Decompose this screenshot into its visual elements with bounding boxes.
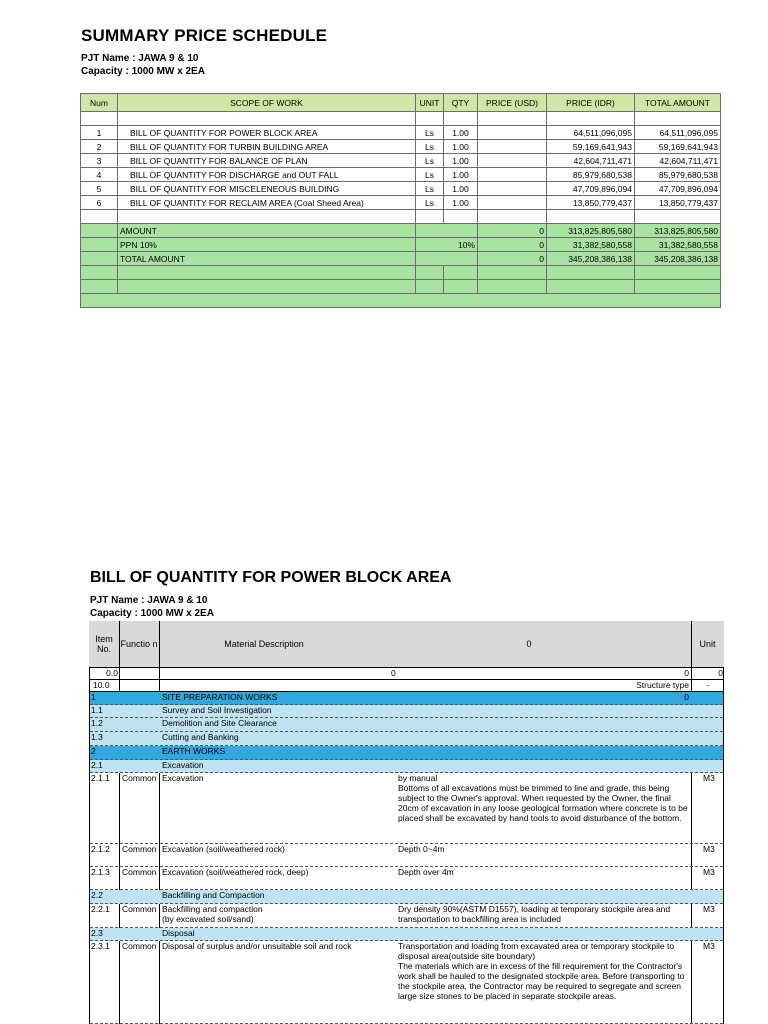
summary-spacer-row bbox=[81, 112, 721, 126]
boq-description: Excavation (soil/weathered rock) bbox=[162, 844, 285, 854]
summary-empty-cell bbox=[81, 238, 118, 252]
summary-cell: 2 bbox=[81, 140, 118, 154]
summary-cell: 85,979,680,538 bbox=[635, 168, 721, 182]
summary-row bbox=[81, 126, 721, 140]
boq-description: Excavation (soil/weathered rock, deep) bbox=[162, 867, 309, 877]
summary-total-row bbox=[81, 224, 721, 238]
boq-extra: 0 bbox=[684, 692, 689, 702]
boq-row bbox=[90, 904, 723, 928]
boq-title: BILL OF QUANTITY FOR POWER BLOCK AREA bbox=[90, 569, 452, 586]
summary-cell: 6 bbox=[81, 196, 118, 210]
boq-function: Common bbox=[122, 867, 157, 877]
summary-cell: BILL OF QUANTITY FOR BALANCE OF PLAN bbox=[118, 154, 416, 168]
summary-header-row bbox=[81, 94, 721, 112]
subheader-value: 0 bbox=[391, 668, 396, 678]
boq-unit: M3 bbox=[703, 867, 715, 877]
summary-table bbox=[80, 93, 721, 308]
summary-cell: 1.00 bbox=[444, 140, 478, 154]
structure-unit: - bbox=[707, 680, 710, 690]
structure-no: 10.0 bbox=[93, 680, 110, 690]
summary-total-cell: 10% bbox=[416, 238, 478, 252]
summary-total-cell: 31,382,580,558 bbox=[547, 238, 635, 252]
col-header-total: TOTAL AMOUNT bbox=[635, 94, 721, 112]
boq-row bbox=[90, 928, 723, 941]
summary-total-cell: 345,208,386,138 bbox=[635, 252, 721, 266]
boq-item-no: 2.1.3 bbox=[91, 867, 110, 877]
summary-cell: Ls bbox=[416, 126, 444, 140]
boq-description: Excavation bbox=[162, 773, 204, 783]
summary-cell: 59,169,641,943 bbox=[547, 140, 635, 154]
summary-total-row bbox=[81, 238, 721, 252]
boq-project-info bbox=[90, 594, 214, 620]
summary-cell: 59,169,641,943 bbox=[635, 140, 721, 154]
boq-item-no: 1.1 bbox=[91, 705, 103, 715]
summary-total-cell: 0 bbox=[478, 224, 547, 238]
summary-pjt-name: PJT Name : JAWA 9 & 10 bbox=[81, 53, 199, 64]
summary-empty-row bbox=[81, 266, 721, 280]
summary-cell: 47,709,896,094 bbox=[635, 182, 721, 196]
summary-cell: 1.00 bbox=[444, 182, 478, 196]
summary-total-cell: 313,825,805,580 bbox=[635, 224, 721, 238]
summary-cell: 3 bbox=[81, 154, 118, 168]
boq-row bbox=[90, 746, 723, 760]
summary-cell bbox=[478, 196, 547, 210]
col-header-qty: QTY bbox=[444, 94, 478, 112]
summary-total-row bbox=[81, 252, 721, 266]
summary-cell bbox=[478, 126, 547, 140]
col-header-price-idr: PRICE (IDR) bbox=[547, 94, 635, 112]
boq-specification: Transportation and loading from excavated area or temporary stockpile to disposal area(outside site boundary) The materials which are in excess of the fill requirement for the Contractor's work shall be hauled to the designated stockpile area. Before transporting to the stockpile area, the Contractor may be required to segregate and screen large size stones to be placed in separate stockpile areas. bbox=[398, 941, 685, 1001]
col-header-zero: 0 bbox=[526, 639, 532, 649]
summary-cell: 5 bbox=[81, 182, 118, 196]
col-header-num: Num bbox=[81, 94, 118, 112]
boq-pjt-name: PJT Name : JAWA 9 & 10 bbox=[90, 595, 208, 606]
col-header-unit: Unit bbox=[699, 639, 716, 649]
summary-row bbox=[81, 182, 721, 196]
summary-cell: 4 bbox=[81, 168, 118, 182]
summary-total-cell: 31,382,580,558 bbox=[635, 238, 721, 252]
summary-cell: Ls bbox=[416, 196, 444, 210]
boq-description: SITE PREPARATION WORKS bbox=[162, 692, 278, 702]
summary-row bbox=[81, 140, 721, 154]
boq-description: Cutting and Banking bbox=[162, 732, 239, 742]
boq-row bbox=[90, 692, 723, 705]
summary-cell: BILL OF QUANTITY FOR MISCELENEOUS BUILDING bbox=[118, 182, 416, 196]
summary-cell: 64,511,096,095 bbox=[547, 126, 635, 140]
summary-capacity: Capacity : 1000 MW x 2EA bbox=[81, 66, 205, 77]
boq-unit: M3 bbox=[703, 941, 715, 951]
subheader-value: 0 bbox=[684, 668, 689, 678]
summary-total-cell: 313,825,805,580 bbox=[547, 224, 635, 238]
summary-cell: 1 bbox=[81, 126, 118, 140]
boq-function: Common bbox=[122, 773, 157, 783]
boq-description: Survey and Soil Investigation bbox=[162, 705, 272, 715]
boq-item-no: 1.3 bbox=[91, 732, 103, 742]
boq-specification: Depth 0~4m bbox=[398, 844, 445, 854]
summary-cell: Ls bbox=[416, 182, 444, 196]
boq-item-no: 2.1.2 bbox=[91, 844, 110, 854]
boq-item-no: 2.1.1 bbox=[91, 773, 110, 783]
summary-title: SUMMARY PRICE SCHEDULE bbox=[81, 26, 328, 45]
boq-unit: M3 bbox=[703, 904, 715, 914]
summary-cell: 47,709,896,094 bbox=[547, 182, 635, 196]
summary-total-cell bbox=[416, 224, 478, 238]
summary-cell: 1.00 bbox=[444, 126, 478, 140]
summary-cell: BILL OF QUANTITY FOR POWER BLOCK AREA bbox=[118, 126, 416, 140]
summary-empty-cell bbox=[81, 224, 118, 238]
boq-header-row bbox=[89, 621, 724, 668]
summary-total-cell: TOTAL AMOUNT bbox=[118, 252, 416, 266]
summary-cell bbox=[478, 140, 547, 154]
col-header-price-usd: PRICE (USD) bbox=[478, 94, 547, 112]
summary-cell bbox=[478, 154, 547, 168]
boq-row bbox=[90, 705, 723, 718]
summary-empty-row bbox=[81, 280, 721, 294]
summary-cell: Ls bbox=[416, 140, 444, 154]
boq-row bbox=[90, 867, 723, 890]
boq-description: Disposal bbox=[162, 928, 195, 938]
summary-cell: 64,511,096,095 bbox=[635, 126, 721, 140]
summary-cell: 1.00 bbox=[444, 154, 478, 168]
summary-body bbox=[81, 126, 721, 210]
summary-cell: 13,850,779,437 bbox=[635, 196, 721, 210]
summary-total-cell: PPN 10% bbox=[118, 238, 416, 252]
summary-cell: 1.00 bbox=[444, 168, 478, 182]
summary-spacer-row bbox=[81, 210, 721, 224]
boq-item-no: 2.3.1 bbox=[91, 941, 110, 951]
summary-cell bbox=[478, 168, 547, 182]
boq-item-no: 2 bbox=[91, 746, 96, 756]
subheader-value: 0 bbox=[718, 668, 723, 678]
summary-cell: Ls bbox=[416, 154, 444, 168]
col-header-scope: SCOPE OF WORK bbox=[118, 94, 416, 112]
boq-unit: M3 bbox=[703, 773, 715, 783]
boq-description: EARTH WORKS bbox=[162, 746, 226, 756]
boq-description: Backfilling and Compaction bbox=[162, 890, 265, 900]
boq-item-no: 2.1 bbox=[91, 760, 103, 770]
summary-cell: 1.00 bbox=[444, 196, 478, 210]
summary-cell: 42,604,711,471 bbox=[547, 154, 635, 168]
boq-description: Backfilling and compaction (by excavated soil/sand) bbox=[162, 904, 263, 924]
boq-item-no: 1 bbox=[91, 692, 96, 702]
summary-cell bbox=[478, 182, 547, 196]
boq-row bbox=[90, 844, 723, 867]
summary-total-cell: 345,208,386,138 bbox=[547, 252, 635, 266]
boq-item-no: 2.2 bbox=[91, 890, 103, 900]
boq-function: Common bbox=[122, 844, 157, 854]
structure-type-label: Structure type bbox=[636, 680, 689, 690]
summary-empty-cell bbox=[81, 252, 118, 266]
summary-cell: 42,604,711,471 bbox=[635, 154, 721, 168]
summary-cell: BILL OF QUANTITY FOR TURBIN BUILDING AREA bbox=[118, 140, 416, 154]
summary-cell: BILL OF QUANTITY FOR DISCHARGE and OUT FALL bbox=[118, 168, 416, 182]
summary-cell: 85,979,680,538 bbox=[547, 168, 635, 182]
boq-description: Disposal of surplus and/or unsuitable soil and rock bbox=[162, 941, 352, 951]
col-header-function: Functio n bbox=[120, 639, 158, 649]
boq-row bbox=[90, 773, 723, 844]
summary-empty-row bbox=[81, 294, 721, 308]
boq-specification: Dry density 90%(ASTM D1557), loading at temporary stockpile area and transportation to backfilling area is included bbox=[398, 904, 671, 924]
boq-subheader-row bbox=[90, 668, 723, 680]
boq-item-no: 2.2.1 bbox=[91, 904, 110, 914]
boq-row bbox=[90, 890, 723, 904]
summary-cell: 13,850,779,437 bbox=[547, 196, 635, 210]
summary-row bbox=[81, 168, 721, 182]
boq-structure-row bbox=[90, 680, 723, 692]
boq-capacity: Capacity : 1000 MW x 2EA bbox=[90, 608, 214, 619]
boq-item-no: 1.2 bbox=[91, 718, 103, 728]
col-header-material-description: Material Description bbox=[224, 639, 304, 649]
summary-cell: BILL OF QUANTITY FOR RECLAIM AREA (Coal Sheed Area) bbox=[118, 196, 416, 210]
boq-row bbox=[90, 760, 723, 773]
summary-total-cell: AMOUNT bbox=[118, 224, 416, 238]
summary-total-cell: 0 bbox=[478, 238, 547, 252]
boq-description: Demolition and Site Clearance bbox=[162, 718, 277, 728]
summary-cell: Ls bbox=[416, 168, 444, 182]
summary-project-info bbox=[81, 52, 205, 78]
boq-item-no: 2.3 bbox=[91, 928, 103, 938]
boq-row bbox=[90, 732, 723, 746]
summary-total-cell: 0 bbox=[478, 252, 547, 266]
boq-function: Common bbox=[122, 941, 157, 951]
subheader-value: 0.0 bbox=[106, 668, 118, 678]
boq-specification: by manual Bottoms of all excavations must be trimmed to line and grade, this being subject to the Owner's approval. When requested by the Owner, the final 20cm of excavation in any loose geological formation where concrete is to be placed shall be excavated by hand tools to avoid disturbance of the bottom. bbox=[398, 773, 688, 823]
boq-description: Excavation bbox=[162, 760, 204, 770]
boq-row bbox=[90, 941, 723, 1024]
boq-row bbox=[90, 718, 723, 732]
summary-row bbox=[81, 154, 721, 168]
boq-specification: Depth over 4m bbox=[398, 867, 454, 877]
col-header-unit: UNIT bbox=[416, 94, 444, 112]
boq-function: Common bbox=[122, 904, 157, 914]
col-header-item-no: Item No. bbox=[95, 634, 113, 654]
summary-row bbox=[81, 196, 721, 210]
summary-totals bbox=[81, 224, 721, 266]
summary-total-cell bbox=[416, 252, 478, 266]
boq-unit: M3 bbox=[703, 844, 715, 854]
